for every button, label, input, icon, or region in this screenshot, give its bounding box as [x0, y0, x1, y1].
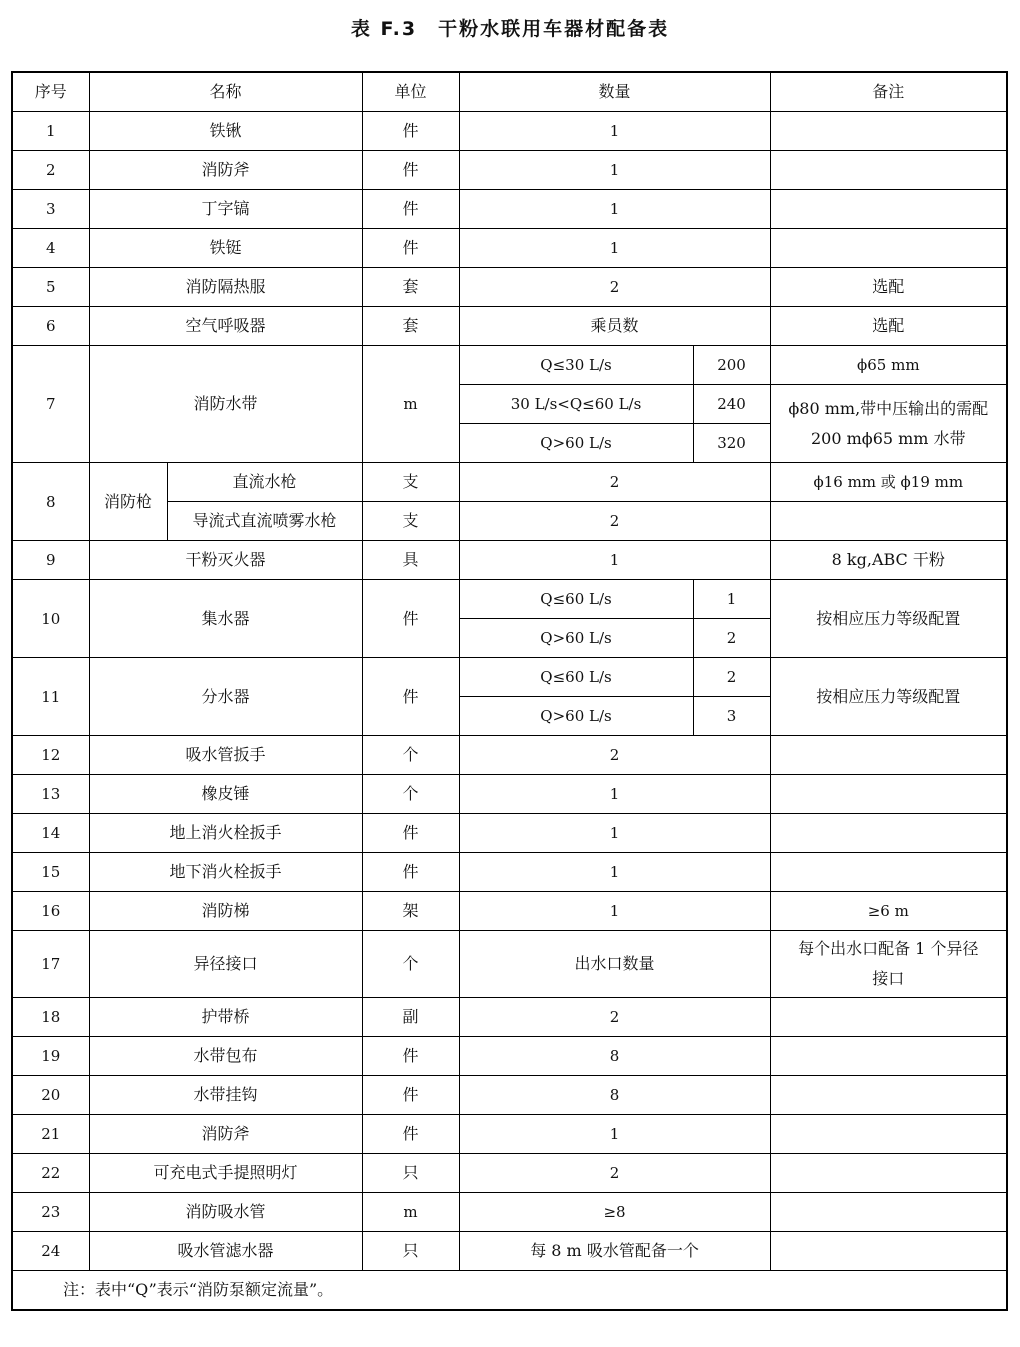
row-name: 吸水管滤水器: [89, 1232, 362, 1271]
header-seq: 序号: [12, 72, 89, 112]
row-unit: 件: [362, 853, 459, 892]
row-name: 消防水带: [89, 346, 362, 463]
flow-condition: Q≤60 L/s: [459, 658, 693, 697]
row-seq: 15: [12, 853, 89, 892]
row-qty: 乘员数: [459, 307, 770, 346]
row-remark: 8 kg,ABC 干粉: [770, 541, 1007, 580]
row-group: 消防枪: [89, 463, 167, 541]
row-name: 消防吸水管: [89, 1193, 362, 1232]
table-row: [12, 268, 1007, 307]
row-unit: m: [362, 1193, 459, 1232]
row-name: 消防梯: [89, 892, 362, 931]
row-name: 护带桥: [89, 998, 362, 1037]
table-row: [12, 814, 1007, 853]
row-remark: [770, 1115, 1007, 1154]
row-qty: 1: [459, 775, 770, 814]
flow-value: 3: [693, 697, 770, 736]
row-unit: 个: [362, 931, 459, 998]
row-unit: 件: [362, 814, 459, 853]
row-qty: 8: [459, 1076, 770, 1115]
row-qty: 1: [459, 229, 770, 268]
row-remark: [770, 1154, 1007, 1193]
table-row: [12, 1076, 1007, 1115]
table-row: [12, 190, 1007, 229]
table-row: [12, 307, 1007, 346]
row-remark: [770, 190, 1007, 229]
row-seq: 16: [12, 892, 89, 931]
row-seq: 20: [12, 1076, 89, 1115]
row-name: 直流水枪: [167, 463, 362, 502]
flow-value: 2: [693, 619, 770, 658]
table-row: [12, 346, 1007, 385]
table-title: 表 F.3 干粉水联用车器材配备表: [350, 18, 670, 40]
row-name: 吸水管扳手: [89, 736, 362, 775]
row-unit: 件: [362, 1076, 459, 1115]
table-row: [12, 1115, 1007, 1154]
row-qty: 1: [459, 112, 770, 151]
row-seq: 14: [12, 814, 89, 853]
row-unit: 架: [362, 892, 459, 931]
row-unit: 件: [362, 1115, 459, 1154]
row-qty: 1: [459, 814, 770, 853]
row-seq: 19: [12, 1037, 89, 1076]
row-unit: 只: [362, 1232, 459, 1271]
row-qty: 1: [459, 892, 770, 931]
table-row: [12, 1037, 1007, 1076]
row-unit: m: [362, 346, 459, 463]
table-note-row: [12, 1271, 1007, 1311]
flow-value: 320: [693, 424, 770, 463]
row-seq: 10: [12, 580, 89, 658]
table-header-row: [12, 72, 1007, 112]
row-seq: 21: [12, 1115, 89, 1154]
row-seq: 17: [12, 931, 89, 998]
table-row: [12, 658, 1007, 697]
table-row: [12, 229, 1007, 268]
header-name: 名称: [89, 72, 362, 112]
table-note: 注：表中“Q”表示“消防泵额定流量”。: [12, 1271, 1007, 1311]
row-unit: 只: [362, 1154, 459, 1193]
table-row: [12, 580, 1007, 619]
row-name: 丁字镐: [89, 190, 362, 229]
row-qty: 2: [459, 998, 770, 1037]
row-remark: 每个出水口配备 1 个异径接口: [770, 931, 1007, 998]
row-qty: 1: [459, 1115, 770, 1154]
row-seq: 5: [12, 268, 89, 307]
row-unit: 套: [362, 307, 459, 346]
row-unit: 套: [362, 268, 459, 307]
row-remark: ≥6 m: [770, 892, 1007, 931]
row-seq: 3: [12, 190, 89, 229]
row-qty: 2: [459, 268, 770, 307]
table-row: [12, 541, 1007, 580]
flow-condition: Q>60 L/s: [459, 619, 693, 658]
row-seq: 22: [12, 1154, 89, 1193]
table-row: [12, 1193, 1007, 1232]
row-qty: 1: [459, 151, 770, 190]
table-row: [12, 998, 1007, 1037]
row-unit: 个: [362, 736, 459, 775]
row-seq: 4: [12, 229, 89, 268]
row-name: 消防隔热服: [89, 268, 362, 307]
row-remark: [770, 814, 1007, 853]
row-qty: 1: [459, 190, 770, 229]
row-name: 消防斧: [89, 1115, 362, 1154]
row-qty: 2: [459, 1154, 770, 1193]
row-remark: ϕ65 mm: [770, 346, 1007, 385]
flow-condition: Q≤60 L/s: [459, 580, 693, 619]
row-qty: ≥8: [459, 1193, 770, 1232]
row-remark: [770, 502, 1007, 541]
row-unit: 支: [362, 463, 459, 502]
flow-condition: 30 L/s<Q≤60 L/s: [459, 385, 693, 424]
row-name: 空气呼吸器: [89, 307, 362, 346]
table-row: [12, 1154, 1007, 1193]
row-unit: 件: [362, 229, 459, 268]
row-remark: ϕ80 mm,带中压输出的需配 200 mϕ65 mm 水带: [770, 385, 1007, 463]
table-row: [12, 463, 1007, 502]
flow-value: 200: [693, 346, 770, 385]
row-name: 铁锹: [89, 112, 362, 151]
row-remark: [770, 736, 1007, 775]
row-remark: [770, 853, 1007, 892]
header-qty: 数量: [459, 72, 770, 112]
row-seq: 9: [12, 541, 89, 580]
row-unit: 件: [362, 1037, 459, 1076]
row-remark: 选配: [770, 307, 1007, 346]
row-remark: [770, 112, 1007, 151]
table-row: [12, 1232, 1007, 1271]
row-qty: 2: [459, 502, 770, 541]
row-unit: 件: [362, 112, 459, 151]
row-name: 集水器: [89, 580, 362, 658]
table-row: [12, 853, 1007, 892]
row-seq: 1: [12, 112, 89, 151]
row-remark: [770, 1037, 1007, 1076]
row-seq: 6: [12, 307, 89, 346]
row-unit: 支: [362, 502, 459, 541]
flow-condition: Q>60 L/s: [459, 424, 693, 463]
row-name: 分水器: [89, 658, 362, 736]
row-seq: 18: [12, 998, 89, 1037]
row-unit: 副: [362, 998, 459, 1037]
row-name: 橡皮锤: [89, 775, 362, 814]
row-remark: [770, 998, 1007, 1037]
row-remark: [770, 1076, 1007, 1115]
row-remark: [770, 775, 1007, 814]
row-seq: 12: [12, 736, 89, 775]
row-remark: [770, 229, 1007, 268]
row-remark: 选配: [770, 268, 1007, 307]
row-seq: 13: [12, 775, 89, 814]
row-unit: 件: [362, 190, 459, 229]
row-name: 水带包布: [89, 1037, 362, 1076]
row-qty: 1: [459, 541, 770, 580]
row-qty: 2: [459, 736, 770, 775]
row-unit: 件: [362, 658, 459, 736]
flow-condition: Q≤30 L/s: [459, 346, 693, 385]
table-row: [12, 112, 1007, 151]
row-seq: 23: [12, 1193, 89, 1232]
header-remark: 备注: [770, 72, 1007, 112]
row-name: 铁铤: [89, 229, 362, 268]
row-qty: 每 8 m 吸水管配备一个: [459, 1232, 770, 1271]
row-name: 地上消火栓扳手: [89, 814, 362, 853]
row-name: 异径接口: [89, 931, 362, 998]
equipment-table: [11, 71, 1008, 1311]
row-qty: 8: [459, 1037, 770, 1076]
row-remark: [770, 1193, 1007, 1232]
row-name: 可充电式手提照明灯: [89, 1154, 362, 1193]
row-qty: 1: [459, 853, 770, 892]
table-row: [12, 775, 1007, 814]
header-unit: 单位: [362, 72, 459, 112]
row-remark: [770, 151, 1007, 190]
row-name: 消防斧: [89, 151, 362, 190]
table-row: [12, 736, 1007, 775]
row-remark: [770, 1232, 1007, 1271]
row-name: 水带挂钩: [89, 1076, 362, 1115]
row-remark: 按相应压力等级配置: [770, 658, 1007, 736]
row-name: 地下消火栓扳手: [89, 853, 362, 892]
row-remark: 按相应压力等级配置: [770, 580, 1007, 658]
row-seq: 24: [12, 1232, 89, 1271]
row-seq: 8: [12, 463, 89, 541]
table-row: [12, 892, 1007, 931]
row-unit: 件: [362, 151, 459, 190]
row-qty: 出水口数量: [459, 931, 770, 998]
row-name: 导流式直流喷雾水枪: [167, 502, 362, 541]
table-row: [12, 931, 1007, 998]
flow-value: 2: [693, 658, 770, 697]
row-qty: 2: [459, 463, 770, 502]
row-seq: 7: [12, 346, 89, 463]
row-unit: 件: [362, 580, 459, 658]
row-seq: 2: [12, 151, 89, 190]
flow-value: 1: [693, 580, 770, 619]
row-unit: 具: [362, 541, 459, 580]
row-seq: 11: [12, 658, 89, 736]
flow-value: 240: [693, 385, 770, 424]
table-row: [12, 151, 1007, 190]
row-remark: ϕ16 mm 或 ϕ19 mm: [770, 463, 1007, 502]
row-name: 干粉灭火器: [89, 541, 362, 580]
row-unit: 个: [362, 775, 459, 814]
flow-condition: Q>60 L/s: [459, 697, 693, 736]
